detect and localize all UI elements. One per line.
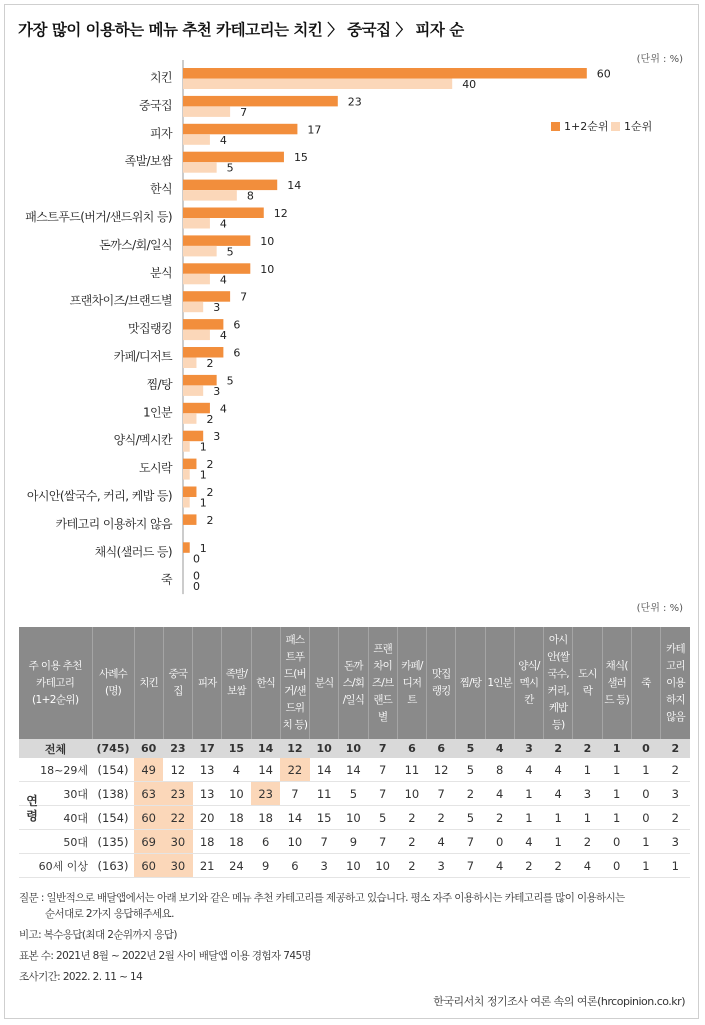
- bar-top2: [183, 180, 277, 191]
- column-header: 양식/ 멕시 칸: [514, 627, 543, 739]
- table-cell: 9: [339, 830, 368, 854]
- table-cell: 4: [544, 782, 573, 806]
- table-cell: 60: [134, 854, 163, 878]
- table-cell: 8: [485, 758, 514, 782]
- column-header: 족발/ 보쌈: [222, 627, 251, 739]
- data-label: 7: [240, 105, 248, 119]
- category-label: 프랜차이즈/브랜드별: [69, 293, 172, 308]
- table-cell: 60: [134, 739, 163, 758]
- row-label: 30대: [19, 782, 92, 806]
- table-cell: 0: [631, 782, 660, 806]
- table-cell: 10: [280, 830, 309, 854]
- bar-top2: [183, 487, 196, 498]
- table-cell: 7: [368, 739, 397, 758]
- table-cell: 14: [339, 758, 368, 782]
- question-note-cont: 순서대로 2가지 응답해주세요.: [45, 908, 174, 920]
- table-header-row: [19, 627, 690, 739]
- column-header: 카페/ 디저 트: [397, 627, 426, 739]
- table-cell: 6: [251, 830, 280, 854]
- column-header: 1인분: [485, 627, 514, 739]
- table-cell: 14: [251, 758, 280, 782]
- table-cell: 1: [514, 782, 543, 806]
- legend-label: 1순위: [624, 120, 653, 133]
- table-cell: 22: [163, 806, 192, 830]
- column-header: 채식( 샐러 드 등): [602, 627, 631, 739]
- table-cell: 2: [397, 854, 426, 878]
- table-cell: 30: [163, 830, 192, 854]
- category-label: 양식/멕시칸: [113, 433, 172, 448]
- data-label: 4: [219, 329, 227, 343]
- table-row: [19, 782, 690, 806]
- table-cell: 5: [456, 806, 485, 830]
- category-label: 피자: [150, 126, 172, 141]
- category-label: 한식: [150, 182, 172, 197]
- table-cell: 24: [222, 854, 251, 878]
- table-cell: 0: [631, 806, 660, 830]
- table-cell: 3: [661, 782, 690, 806]
- data-label: 12: [273, 207, 288, 220]
- table-cell: 1: [602, 758, 631, 782]
- data-label: 23: [347, 95, 362, 109]
- table-cell: 15: [310, 806, 339, 830]
- bar-top2: [183, 319, 223, 330]
- bar-top2: [183, 68, 587, 79]
- row-label: 60세 이상: [19, 854, 92, 878]
- table-cell: 4: [427, 830, 456, 854]
- table-cell: 10: [310, 739, 339, 758]
- table-cell: 3: [661, 830, 690, 854]
- table-cell: 11: [310, 782, 339, 806]
- data-label: 1: [199, 496, 207, 510]
- table-cell: 2: [397, 830, 426, 854]
- table-cell: 1: [661, 854, 690, 878]
- data-label: 10: [260, 234, 275, 248]
- table-cell: 3: [310, 854, 339, 878]
- table-cell: 2: [485, 806, 514, 830]
- table-cell: 20: [193, 806, 222, 830]
- table-cell: 3: [427, 854, 456, 878]
- table-cell: 4: [485, 854, 514, 878]
- category-label: 맛집랭킹: [128, 321, 172, 336]
- table-cell: 7: [310, 830, 339, 854]
- data-label: 4: [219, 273, 227, 287]
- data-label: 0: [193, 569, 200, 583]
- table-row: [19, 854, 690, 878]
- table-cell: 10: [339, 739, 368, 758]
- bar-top2: [183, 152, 284, 163]
- row-n: (138): [92, 782, 134, 806]
- table-cell: 7: [456, 854, 485, 878]
- data-label: 6: [233, 346, 241, 360]
- table-cell: 1: [631, 830, 660, 854]
- table-cell: 4: [573, 854, 602, 878]
- column-header: 패스 트푸 드(버 거/샌 드위 치 등): [280, 627, 309, 739]
- column-header: 맛집 랭킹: [427, 627, 456, 739]
- legend-swatch: [551, 122, 560, 131]
- table-cell: 1: [573, 758, 602, 782]
- category-label: 1인분: [142, 405, 172, 420]
- bar-top2: [183, 96, 338, 107]
- data-label: 5: [226, 161, 234, 175]
- table-cell: 11: [397, 758, 426, 782]
- category-label: 아시안(쌀국수, 커리, 케밥 등): [26, 489, 172, 503]
- table-unit-label: (단위 : %): [636, 603, 683, 614]
- table-cell: 1: [631, 758, 660, 782]
- bar-top2: [183, 514, 196, 525]
- table-cell: 0: [602, 854, 631, 878]
- data-label: 15: [293, 151, 308, 165]
- table-cell: 7: [368, 782, 397, 806]
- table-row: [19, 758, 690, 782]
- bar-top1: [183, 497, 190, 508]
- table-cell: 18: [193, 830, 222, 854]
- table-cell: 2: [456, 782, 485, 806]
- table-cell: 1: [602, 806, 631, 830]
- column-header: 프랜 차이 즈/브 랜드 별: [368, 627, 397, 739]
- table-cell: 0: [631, 739, 660, 758]
- bar-top2: [183, 459, 196, 470]
- column-header: 도시 락: [573, 627, 602, 739]
- data-label: 2: [206, 412, 214, 426]
- table-cell: 10: [397, 782, 426, 806]
- table-cell: 2: [661, 806, 690, 830]
- row-n: (154): [92, 758, 134, 782]
- table-cell: 10: [222, 782, 251, 806]
- table-cell: 1: [514, 806, 543, 830]
- bar-top2: [183, 403, 210, 414]
- bar-top2: [183, 263, 250, 274]
- table-cell: 2: [573, 830, 602, 854]
- table-cell: 15: [222, 739, 251, 758]
- table-cell: 7: [368, 758, 397, 782]
- bar-top2: [183, 208, 264, 219]
- chart-unit-label: (단위 : %): [636, 54, 683, 65]
- category-label: 돈까스/회/일식: [99, 237, 172, 252]
- data-label: 0: [193, 552, 200, 566]
- table-cell: 14: [251, 739, 280, 758]
- table-cell: 49: [134, 758, 163, 782]
- data-label: 2: [206, 357, 214, 370]
- column-header: 찜/탕: [456, 627, 485, 739]
- bar-top2: [183, 291, 230, 302]
- table-cell: 2: [544, 854, 573, 878]
- category-label: 카테고리 이용하지 않음: [55, 516, 172, 531]
- table-cell: 4: [485, 782, 514, 806]
- table-cell: 7: [368, 830, 397, 854]
- table-cell: 60: [134, 806, 163, 830]
- category-label: 중국집: [139, 98, 172, 113]
- table-row-total: [19, 739, 690, 758]
- table-cell: 3: [514, 739, 543, 758]
- table-cell: 23: [163, 782, 192, 806]
- table-cell: 63: [134, 782, 163, 806]
- table-cell: 2: [661, 758, 690, 782]
- data-label: 17: [307, 123, 322, 137]
- table-cell: 12: [427, 758, 456, 782]
- table-cell: 5: [368, 806, 397, 830]
- chart-title: 가장 많이 이용하는 메뉴 추천 카테고리는 치킨 〉 중국집 〉 피자 순: [18, 21, 464, 39]
- row-n: (745): [92, 739, 134, 758]
- table-cell: 30: [163, 854, 192, 878]
- bar-chart: [0, 60, 705, 600]
- bar-top2: [183, 347, 223, 358]
- table-cell: 0: [602, 830, 631, 854]
- data-label: 3: [213, 384, 221, 398]
- table-cell: 1: [544, 806, 573, 830]
- category-label: 패스트푸드(버거/샌드위치 등): [25, 210, 172, 224]
- data-label: 40: [462, 78, 477, 91]
- data-label: 2: [206, 486, 214, 499]
- data-label: 3: [213, 301, 221, 315]
- group-label: 연 령: [26, 793, 38, 823]
- data-label: 5: [226, 245, 234, 259]
- table-cell: 4: [485, 739, 514, 758]
- table-cell: 4: [514, 830, 543, 854]
- table-cell: 13: [193, 782, 222, 806]
- bar-top1: [183, 302, 203, 313]
- data-label: 10: [260, 262, 275, 276]
- bar-top2: [183, 542, 190, 553]
- table-cell: 6: [280, 854, 309, 878]
- legend-label: 1+2순위: [564, 120, 609, 133]
- data-label: 5: [226, 374, 234, 388]
- column-header: 분식: [310, 627, 339, 739]
- row-label: 50대: [19, 830, 92, 854]
- table-cell: 4: [222, 758, 251, 782]
- category-label: 찜/탕: [146, 377, 172, 392]
- row-label: 전체: [19, 739, 92, 758]
- table-cell: 22: [280, 758, 309, 782]
- table-cell: 2: [397, 806, 426, 830]
- table-cell: 18: [251, 806, 280, 830]
- bar-top1: [183, 218, 210, 229]
- column-header: 치킨: [134, 627, 163, 739]
- column-header: 카테 고리 이용 하지 않음: [661, 627, 690, 739]
- row-label: 40대: [19, 806, 92, 830]
- column-header: 중국 집: [163, 627, 192, 739]
- bar-top1: [183, 274, 210, 285]
- remark-note: 비고: 복수응답(최대 2순위까지 응답): [19, 929, 177, 941]
- row-n: (163): [92, 854, 134, 878]
- bar-top2: [183, 431, 203, 442]
- bar-top1: [183, 190, 237, 201]
- table-cell: 18: [222, 830, 251, 854]
- table-cell: 2: [573, 739, 602, 758]
- table-cell: 2: [544, 739, 573, 758]
- data-label: 60: [596, 67, 611, 81]
- table-cell: 13: [193, 758, 222, 782]
- table-cell: 14: [310, 758, 339, 782]
- table-cell: 1: [602, 739, 631, 758]
- category-label: 족발/보쌈: [124, 154, 172, 169]
- category-label: 카페/디저트: [113, 349, 172, 364]
- table-cell: 4: [514, 758, 543, 782]
- bar-top2: [183, 375, 217, 386]
- table-cell: 0: [485, 830, 514, 854]
- table-cell: 7: [427, 782, 456, 806]
- question-note: 질문 : 일반적으로 배달앱에서는 아래 보기와 같은 메뉴 추천 카테고리를 제공하고 있습니다. 평소 자주 이용하시는 카테고리를 많이 이용하시는 순서대로 2가지 응답해주세요.: [19, 889, 689, 923]
- data-label: 2: [206, 513, 214, 527]
- table-cell: 1: [544, 830, 573, 854]
- sample-note: 표본 수: 2021년 8월 ~ 2022년 2월 사이 배달앱 이용 경험자 745명: [19, 950, 312, 962]
- table-cell: 7: [456, 830, 485, 854]
- bar-top1: [183, 441, 190, 452]
- category-label: 분식: [150, 265, 172, 280]
- table-cell: 23: [251, 782, 280, 806]
- row-n: (135): [92, 830, 134, 854]
- table-cell: 5: [339, 782, 368, 806]
- table-cell: 5: [456, 739, 485, 758]
- table-cell: 12: [163, 758, 192, 782]
- bar-top1: [183, 413, 196, 424]
- column-header: 돈까 스/회 /일식: [339, 627, 368, 739]
- data-label: 14: [287, 179, 302, 193]
- source-credit: 한국리서치 정기조사 여론 속의 여론(hrcopinion.co.kr): [433, 995, 685, 1008]
- data-label: 1: [199, 440, 207, 454]
- table-cell: 2: [427, 806, 456, 830]
- bar-top1: [183, 79, 452, 90]
- table-cell: 7: [280, 782, 309, 806]
- data-label: 2: [206, 458, 214, 472]
- table-cell: 5: [456, 758, 485, 782]
- category-label: 죽: [161, 572, 172, 587]
- category-label: 치킨: [150, 70, 172, 85]
- table-cell: 10: [339, 854, 368, 878]
- data-label: 4: [219, 133, 227, 147]
- table-cell: 1: [602, 782, 631, 806]
- table-cell: 12: [280, 739, 309, 758]
- row-label: 연 령 18~29세: [19, 758, 92, 782]
- category-label: 채식(샐러드 등): [94, 544, 172, 559]
- data-label: 8: [246, 189, 254, 203]
- table-cell: 10: [339, 806, 368, 830]
- column-header: 주 이용 추천 카테고리 (1+2순위): [19, 627, 92, 739]
- data-label: 1: [199, 541, 207, 555]
- table-cell: 17: [193, 739, 222, 758]
- data-label: 1: [199, 468, 207, 482]
- table-cell: 3: [573, 782, 602, 806]
- bar-top1: [183, 358, 196, 369]
- data-table: [19, 627, 690, 878]
- column-header: 아시 안(쌀 국수, 커리, 케밥 등): [544, 627, 573, 739]
- table-row: [19, 830, 690, 854]
- table-cell: 9: [251, 854, 280, 878]
- table-row: [19, 806, 690, 830]
- bar-top1: [183, 106, 230, 117]
- table-cell: 6: [427, 739, 456, 758]
- column-header: 한식: [251, 627, 280, 739]
- column-header: 죽: [631, 627, 660, 739]
- bar-top1: [183, 162, 217, 173]
- data-label: 4: [219, 402, 227, 416]
- period-note: 조사기간: 2022. 2. 11 ~ 14: [19, 971, 143, 983]
- bar-top1: [183, 385, 203, 396]
- table-cell: 23: [163, 739, 192, 758]
- bar-top1: [183, 330, 210, 341]
- bar-top2: [183, 235, 250, 246]
- table-cell: 14: [280, 806, 309, 830]
- data-label: 4: [219, 217, 227, 231]
- table-cell: 4: [544, 758, 573, 782]
- bar-top1: [183, 469, 190, 480]
- row-n: (154): [92, 806, 134, 830]
- bar-top1: [183, 246, 217, 257]
- data-label: 0: [193, 580, 200, 594]
- table-cell: 18: [222, 806, 251, 830]
- table-cell: 1: [573, 806, 602, 830]
- data-label: 3: [213, 430, 221, 444]
- data-label: 6: [233, 318, 241, 332]
- bar-top1: [183, 134, 210, 145]
- column-header: 피자: [193, 627, 222, 739]
- table-cell: 69: [134, 830, 163, 854]
- table-cell: 6: [397, 739, 426, 758]
- column-header: 사례수 (명): [92, 627, 134, 739]
- table-cell: 21: [193, 854, 222, 878]
- category-label: 도시락: [139, 461, 172, 476]
- bar-top2: [183, 124, 297, 135]
- legend-swatch: [611, 122, 620, 131]
- data-label: 7: [240, 290, 248, 304]
- table-cell: 2: [661, 739, 690, 758]
- table-cell: 2: [514, 854, 543, 878]
- table-cell: 1: [631, 854, 660, 878]
- table-cell: 10: [368, 854, 397, 878]
- notes: [19, 889, 689, 989]
